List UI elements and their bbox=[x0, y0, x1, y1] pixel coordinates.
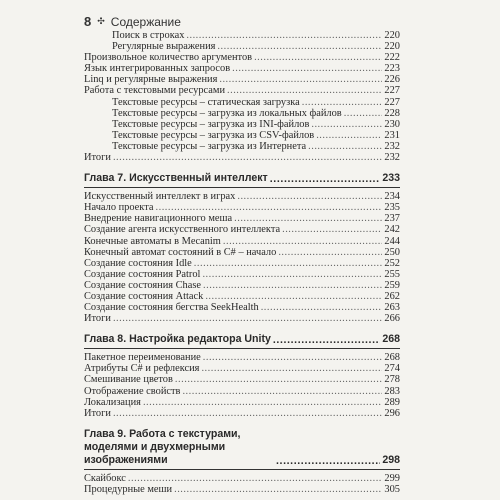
dot-leader bbox=[174, 484, 382, 495]
toc-entry bbox=[84, 141, 400, 152]
chapter-title: Глава 7. Искусственный интеллект bbox=[84, 172, 268, 185]
toc-entry-title: Регулярные выражения bbox=[112, 41, 216, 53]
toc-entry bbox=[84, 302, 400, 313]
toc-entry bbox=[84, 236, 400, 247]
dot-leader bbox=[217, 41, 382, 52]
toc-entry-page: 299 bbox=[384, 472, 400, 484]
toc-entry bbox=[84, 213, 400, 224]
dot-leader bbox=[128, 473, 383, 484]
toc-entry-page: 226 bbox=[384, 74, 400, 86]
toc-entry bbox=[84, 408, 400, 419]
toc-entry-page: 220 bbox=[384, 30, 400, 41]
dot-leader bbox=[203, 352, 383, 363]
toc-entry-page: 228 bbox=[384, 107, 400, 119]
toc-entry-page: 244 bbox=[384, 235, 400, 247]
toc-entry-page: 232 bbox=[384, 140, 400, 152]
toc-entry-page: 283 bbox=[384, 385, 400, 397]
dot-leader bbox=[223, 236, 383, 247]
toc-entry-title: Текстовые ресурсы – загрузка из CSV-файлов bbox=[112, 129, 315, 141]
toc-entry-title: Работа с текстовыми ресурсами bbox=[84, 85, 226, 97]
chapter-page: 298 bbox=[382, 453, 400, 466]
toc-entry-title: Конечные автоматы в Mecanim bbox=[84, 235, 221, 247]
toc-entry-page: 274 bbox=[384, 363, 400, 375]
toc-entry-title: Пакетное переименование bbox=[84, 352, 201, 364]
running-head bbox=[84, 14, 181, 29]
toc-entry-title: Создание состояния Attack bbox=[84, 290, 204, 302]
toc-entry bbox=[84, 152, 400, 163]
dot-leader bbox=[219, 74, 382, 85]
toc-entry-title: Создание состояния Idle bbox=[84, 257, 192, 269]
chapter-rule bbox=[84, 187, 400, 188]
dot-leader bbox=[201, 363, 382, 374]
ornament-icon: ✣ bbox=[97, 16, 105, 26]
toc-entry-title: Смешивание цветов bbox=[84, 374, 173, 386]
page-number: 8 bbox=[84, 14, 92, 29]
dot-leader bbox=[270, 173, 381, 185]
section-title: Содержание bbox=[110, 14, 181, 29]
dot-leader bbox=[182, 386, 382, 397]
toc-entry-page: 220 bbox=[384, 41, 400, 53]
toc-entry bbox=[84, 119, 400, 130]
toc-entry-page: 242 bbox=[384, 224, 400, 236]
dot-leader bbox=[316, 130, 382, 141]
dot-leader bbox=[175, 374, 382, 385]
toc-entry bbox=[84, 397, 400, 408]
toc-entry bbox=[84, 30, 400, 41]
toc-entry-title: Текстовые ресурсы – статическая загрузка bbox=[112, 96, 300, 108]
chapter-heading bbox=[84, 333, 400, 346]
toc-entry-title: Итоги bbox=[84, 407, 111, 419]
toc-entry bbox=[84, 41, 400, 52]
toc-entry-page: 252 bbox=[384, 257, 400, 269]
toc-entry-title: Отображение свойств bbox=[84, 385, 181, 397]
dot-leader bbox=[143, 397, 382, 408]
toc-entry-page: 255 bbox=[384, 268, 400, 280]
toc-entry-title: Linq и регулярные выражения bbox=[84, 74, 218, 86]
dot-leader bbox=[302, 97, 383, 108]
toc-entry-title: Создание состояния Patrol bbox=[84, 268, 201, 280]
chapter-page: 233 bbox=[382, 172, 400, 185]
toc-entry-page: 235 bbox=[384, 202, 400, 214]
chapter-rule bbox=[84, 348, 400, 349]
toc-entry-title: Создание состояния бегства SeekHealth bbox=[84, 302, 259, 314]
toc-entry-title: Скайбокс bbox=[84, 472, 126, 484]
toc-entry-title: Текстовые ресурсы – загрузка из Интернета bbox=[112, 140, 307, 152]
toc-entry-page: 263 bbox=[384, 302, 400, 314]
toc-entry bbox=[84, 63, 400, 74]
dot-leader bbox=[203, 280, 382, 291]
toc-entry-page: 223 bbox=[384, 63, 400, 75]
toc-entry-title: Локализация bbox=[84, 396, 141, 408]
dot-leader bbox=[227, 85, 382, 96]
toc-entry-page: 232 bbox=[384, 152, 400, 164]
dot-leader bbox=[261, 302, 383, 313]
dot-leader bbox=[113, 152, 382, 163]
toc-entry bbox=[84, 386, 400, 397]
toc-entry bbox=[84, 269, 400, 280]
toc-entry bbox=[84, 202, 400, 213]
dot-leader bbox=[308, 141, 382, 152]
toc-entry-title: Процедурные меши bbox=[84, 483, 173, 495]
toc-entry-page: 234 bbox=[384, 191, 400, 203]
toc-entry-page: 305 bbox=[384, 483, 400, 495]
table-of-contents bbox=[84, 30, 400, 495]
toc-entry bbox=[84, 291, 400, 302]
dot-leader bbox=[205, 291, 382, 302]
dot-leader bbox=[282, 224, 382, 235]
toc-entry bbox=[84, 52, 400, 63]
toc-entry-title: Язык интегрированных запросов bbox=[84, 63, 231, 75]
chapter-page: 268 bbox=[382, 333, 400, 346]
toc-entry-title: Поиск в строках bbox=[112, 30, 185, 41]
toc-entry bbox=[84, 224, 400, 235]
dot-leader bbox=[194, 258, 383, 269]
toc-entry bbox=[84, 85, 400, 96]
toc-entry-page: 266 bbox=[384, 313, 400, 325]
toc-entry-title: Искусственный интеллект в играх bbox=[84, 191, 236, 203]
dot-leader bbox=[254, 52, 382, 63]
toc-entry bbox=[84, 313, 400, 324]
toc-entry-title: Текстовые ресурсы – загрузка из INI-файлов bbox=[112, 118, 310, 130]
chapter-heading bbox=[84, 172, 400, 185]
toc-entry-title: Создание состояния Chase bbox=[84, 279, 202, 291]
toc-entry-page: 222 bbox=[384, 52, 400, 64]
dot-leader bbox=[234, 213, 382, 224]
toc-entry bbox=[84, 363, 400, 374]
chapter-title: Глава 8. Настройка редактора Unity bbox=[84, 333, 271, 346]
toc-entry-page: 227 bbox=[384, 96, 400, 108]
toc-entry-page: 268 bbox=[384, 352, 400, 364]
toc-entry-page: 250 bbox=[384, 246, 400, 258]
toc-entry-page: 289 bbox=[384, 396, 400, 408]
toc-entry-title: Произвольное количество аргументов bbox=[84, 52, 253, 64]
toc-entry bbox=[84, 191, 400, 202]
toc-entry bbox=[84, 258, 400, 269]
toc-entry-page: 231 bbox=[384, 129, 400, 141]
toc-entry bbox=[84, 247, 400, 258]
toc-entry bbox=[84, 280, 400, 291]
dot-leader bbox=[344, 108, 383, 119]
toc-entry bbox=[84, 74, 400, 85]
toc-entry bbox=[84, 108, 400, 119]
dot-leader bbox=[186, 30, 382, 41]
toc-entry bbox=[84, 374, 400, 385]
dot-leader bbox=[156, 202, 383, 213]
toc-entry-page: 230 bbox=[384, 118, 400, 130]
dot-leader bbox=[273, 334, 380, 346]
toc-entry-title: Создание агента искусственного интеллекта bbox=[84, 224, 281, 236]
dot-leader bbox=[278, 247, 382, 258]
toc-entry bbox=[84, 97, 400, 108]
toc-entry-title: Атрибуты C# и рефлексия bbox=[84, 363, 200, 375]
toc-entry bbox=[84, 352, 400, 363]
toc-entry-title: Внедрение навигационного меша bbox=[84, 213, 233, 225]
dot-leader bbox=[232, 63, 382, 74]
dot-leader bbox=[276, 455, 380, 467]
toc-entry-page: 237 bbox=[384, 213, 400, 225]
toc-entry-page: 296 bbox=[384, 407, 400, 419]
toc-entry-title: Итоги bbox=[84, 313, 111, 325]
dot-leader bbox=[311, 119, 382, 130]
toc-entry-page: 227 bbox=[384, 85, 400, 97]
toc-entry-title: Итоги bbox=[84, 152, 111, 164]
toc-entry-title: Начало проекта bbox=[84, 202, 154, 214]
toc-entry-page: 278 bbox=[384, 374, 400, 386]
toc-entry-page: 262 bbox=[384, 290, 400, 302]
chapter-heading bbox=[84, 428, 400, 467]
toc-entry-title: Конечный автомат состояний в C# – начало bbox=[84, 246, 277, 258]
dot-leader bbox=[237, 191, 382, 202]
toc-entry bbox=[84, 130, 400, 141]
chapter-title: Глава 9. Работа с текстурами, моделями и двухмерными изображениями bbox=[84, 427, 241, 466]
toc-entry bbox=[84, 473, 400, 484]
dot-leader bbox=[202, 269, 382, 280]
toc-entry-title: Текстовые ресурсы – загрузка из локальных файлов bbox=[112, 107, 342, 119]
toc-entry bbox=[84, 484, 400, 495]
dot-leader bbox=[113, 313, 382, 324]
dot-leader bbox=[113, 408, 382, 419]
chapter-rule bbox=[84, 469, 400, 470]
toc-entry-page: 259 bbox=[384, 279, 400, 291]
